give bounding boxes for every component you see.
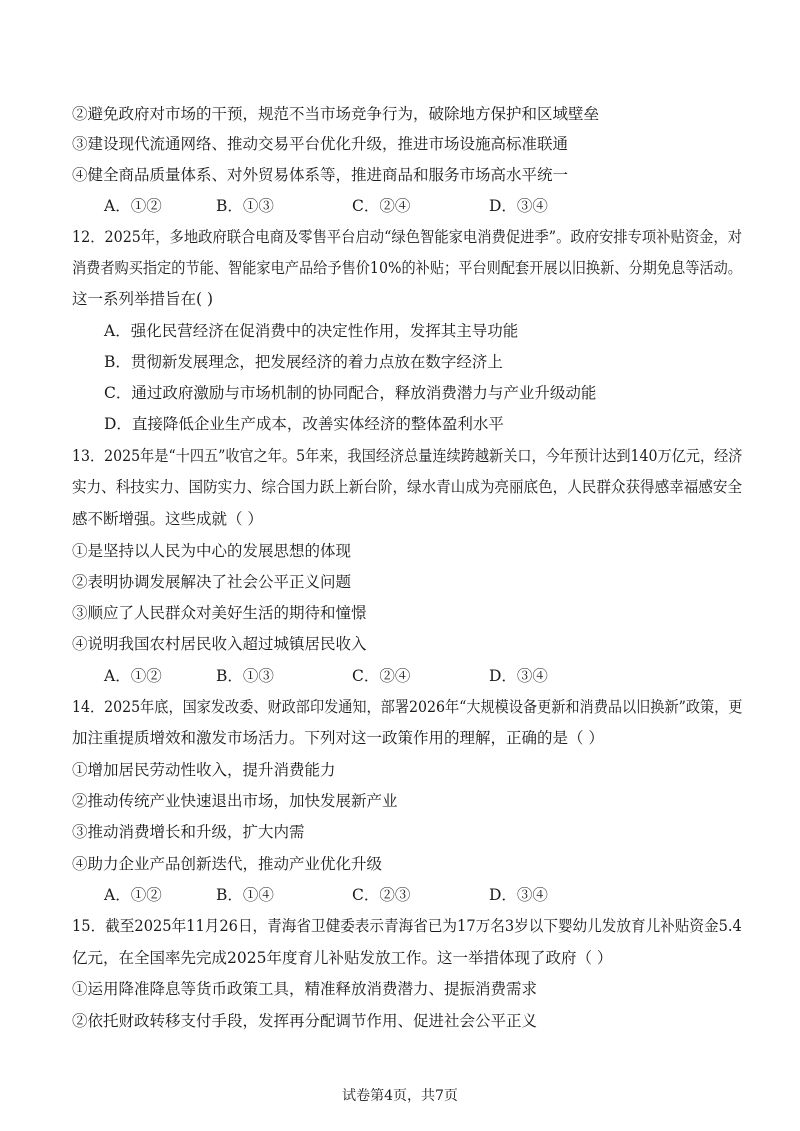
- q13-item-4: ④说明我国农村居民收入超过城镇居民收入: [72, 635, 367, 653]
- q11-option-c: C．②④: [352, 197, 411, 215]
- q12-option-b: B．贯彻新发展理念，把发展经济的着力点放在数字经济上: [104, 353, 503, 371]
- q13-item-1: ①是坚持以人民为中心的发展思想的体现: [72, 542, 352, 560]
- q13-stem-line-1: 13．2025年是“十四五”收官之年。5年来，我国经济总量连续跨越新关口，今年预计达到140万亿元，经济: [72, 447, 743, 465]
- q12-option-c: C．通过政府激励与市场机制的协同配合，释放消费潜力与产业升级动能: [104, 384, 597, 402]
- q13-option-d: D．③④: [489, 667, 548, 685]
- q11-option-b: B．①③: [216, 197, 274, 215]
- q11-option-d: D．③④: [489, 197, 548, 215]
- q14-item-2: ②推动传统产业快速退出市场，加快发展新产业: [72, 792, 398, 810]
- q14-option-c: C．②③: [352, 886, 411, 904]
- q15-stem-line-2: 亿元，在全国率先完成2025年度育儿补贴发放工作。这一举措体现了政府（ ）: [72, 949, 613, 967]
- q15-item-2: ②依托财政转移支付手段，发挥再分配调节作用、促进社会公平正义: [72, 1012, 538, 1030]
- q14-stem-line-1: 14．2025年底，国家发改委、财政部印发通知，部署2026年“大规模设备更新和消费品以旧换新”政策，更: [72, 698, 743, 716]
- q11-option-a: A．①②: [104, 197, 162, 215]
- q14-option-b: B．①④: [216, 886, 274, 904]
- q13-option-a: A．①②: [104, 667, 162, 685]
- q13-option-c: C．②④: [352, 667, 411, 685]
- q13-option-b: B．①③: [216, 667, 274, 685]
- q14-item-1: ①增加居民劳动性收入，提升消费能力: [72, 761, 336, 779]
- q14-option-a: A．①②: [104, 886, 162, 904]
- q12-stem-line-1: 12．2025年，多地政府联合电商及零售平台启动“绿色智能家电消费促进季”。政府安排专项补贴资金，对: [72, 228, 743, 246]
- q14-option-d: D．③④: [489, 886, 548, 904]
- q13-item-3: ③顺应了人民群众对美好生活的期待和憧憬: [72, 604, 367, 622]
- q14-item-4: ④助力企业产品创新迭代，推动产业优化升级: [72, 855, 383, 873]
- q14-stem-line-2: 加注重提质增效和激发市场活力。下列对这一政策作用的理解，正确的是（ ）: [72, 729, 604, 747]
- q11-item-3: ③建设现代流通网络、推动交易平台优化升级，推进市场设施高标准联通: [72, 135, 569, 153]
- q13-item-2: ②表明协调发展解决了社会公平正义问题: [72, 573, 352, 591]
- q11-item-4: ④健全商品质量体系、对外贸易体系等，推进商品和服务市场高水平统一: [72, 166, 569, 184]
- q15-item-1: ①运用降准降息等货币政策工具，精准释放消费潜力、提振消费需求: [72, 980, 538, 998]
- q12-stem-line-2: 消费者购买指定的节能、智能家电产品给予售价10%的补贴；平台则配套开展以旧换新、分期免息等活动。: [72, 259, 742, 277]
- q12-option-a: A．强化民营经济在促消费中的决定性作用，发挥其主导功能: [104, 322, 519, 340]
- q14-item-3: ③推动消费增长和升级，扩大内需: [72, 823, 305, 841]
- page-footer: 试卷第4页，共7页: [342, 1088, 458, 1104]
- q13-stem-line-2: 实力、科技实力、国防实力、综合国力跃上新台阶，绿水青山成为亮丽底色，人民群众获得感幸福感安全: [72, 478, 743, 496]
- q15-stem-line-1: 15．截至2025年11月26日，青海省卫健委表示青海省已为17万名3岁以下婴幼儿发放育儿补贴资金5.4: [72, 917, 742, 935]
- q11-item-2: ②避免政府对市场的干预，规范不当市场竞争行为，破除地方保护和区域壁垒: [72, 105, 600, 123]
- q12-stem-line-3: 这一系列举措旨在( ): [72, 290, 214, 308]
- q13-stem-line-3: 感不断增强。这些成就（ ）: [72, 510, 263, 528]
- q12-option-d: D．直接降低企业生产成本，改善实体经济的整体盈利水平: [104, 415, 504, 433]
